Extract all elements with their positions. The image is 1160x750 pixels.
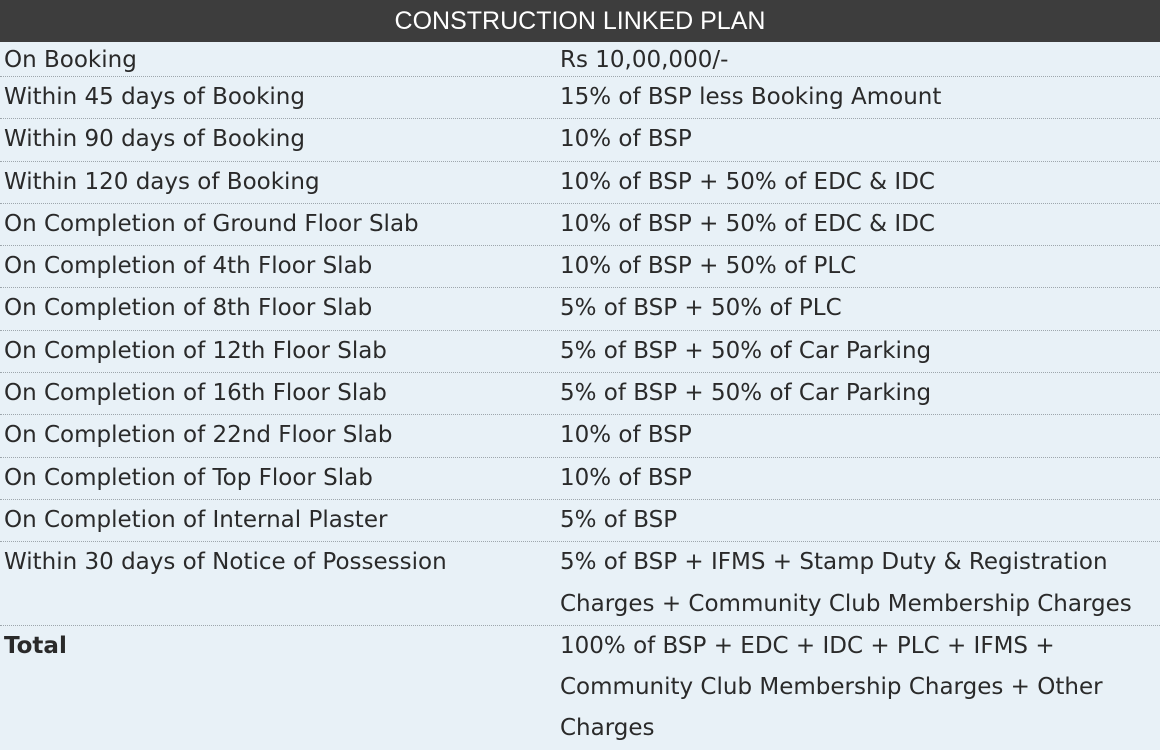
table-row bbox=[0, 77, 1160, 119]
table-row bbox=[0, 288, 1160, 330]
stage-label: Within 30 days of Notice of Possession bbox=[4, 549, 447, 576]
table-row bbox=[0, 415, 1160, 457]
stage-label: On Completion of 22nd Floor Slab bbox=[4, 422, 393, 449]
stage-label: Within 120 days of Booking bbox=[4, 168, 320, 195]
payment-value: 10% of BSP bbox=[560, 422, 692, 449]
table-row bbox=[0, 458, 1160, 500]
stage-label: On Completion of 4th Floor Slab bbox=[4, 253, 373, 280]
stage-label: On Completion of 12th Floor Slab bbox=[4, 337, 387, 364]
table-row bbox=[0, 162, 1160, 204]
table-row bbox=[0, 246, 1160, 288]
total-value: 100% of BSP + EDC + IDC + PLC + IFMS + Community Club Membership Charges + Other Charges bbox=[560, 632, 1103, 742]
payment-value: 5% of BSP + 50% of Car Parking bbox=[560, 380, 932, 407]
stage-label: On Completion of Top Floor Slab bbox=[4, 464, 373, 491]
payment-value: 10% of BSP + 50% of EDC & IDC bbox=[560, 168, 935, 195]
payment-value: 10% of BSP bbox=[560, 126, 692, 153]
table-row bbox=[0, 204, 1160, 246]
table-row bbox=[0, 500, 1160, 542]
payment-value: 15% of BSP less Booking Amount bbox=[560, 84, 942, 110]
table-row bbox=[0, 373, 1160, 415]
stage-label: Within 45 days of Booking bbox=[4, 84, 305, 110]
payment-rows bbox=[0, 42, 1160, 750]
payment-value: 10% of BSP + 50% of EDC & IDC bbox=[560, 210, 935, 237]
payment-value: 5% of BSP bbox=[560, 506, 678, 533]
stage-label: Within 90 days of Booking bbox=[4, 126, 305, 153]
stage-label: On Completion of Internal Plaster bbox=[4, 506, 388, 533]
payment-value: 5% of BSP + 50% of PLC bbox=[560, 295, 842, 322]
total-label: Total bbox=[4, 632, 67, 659]
table-row bbox=[0, 119, 1160, 161]
table-title: CONSTRUCTION LINKED PLAN bbox=[0, 0, 1160, 42]
payment-value: 10% of BSP + 50% of PLC bbox=[560, 253, 857, 280]
stage-label: On Booking bbox=[4, 47, 137, 73]
table-row bbox=[0, 542, 1160, 626]
payment-value: 10% of BSP bbox=[560, 464, 692, 491]
stage-label: On Completion of Ground Floor Slab bbox=[4, 210, 419, 237]
table-row bbox=[0, 331, 1160, 373]
payment-value: 5% of BSP + IFMS + Stamp Duty & Registration Charges + Community Club Membership Charges bbox=[560, 549, 1132, 617]
payment-value: 5% of BSP + 50% of Car Parking bbox=[560, 337, 932, 364]
stage-label: On Completion of 8th Floor Slab bbox=[4, 295, 373, 322]
payment-value: Rs 10,00,000/- bbox=[560, 47, 729, 73]
total-row bbox=[0, 626, 1160, 750]
stage-label: On Completion of 16th Floor Slab bbox=[4, 380, 387, 407]
table-row bbox=[0, 42, 1160, 77]
